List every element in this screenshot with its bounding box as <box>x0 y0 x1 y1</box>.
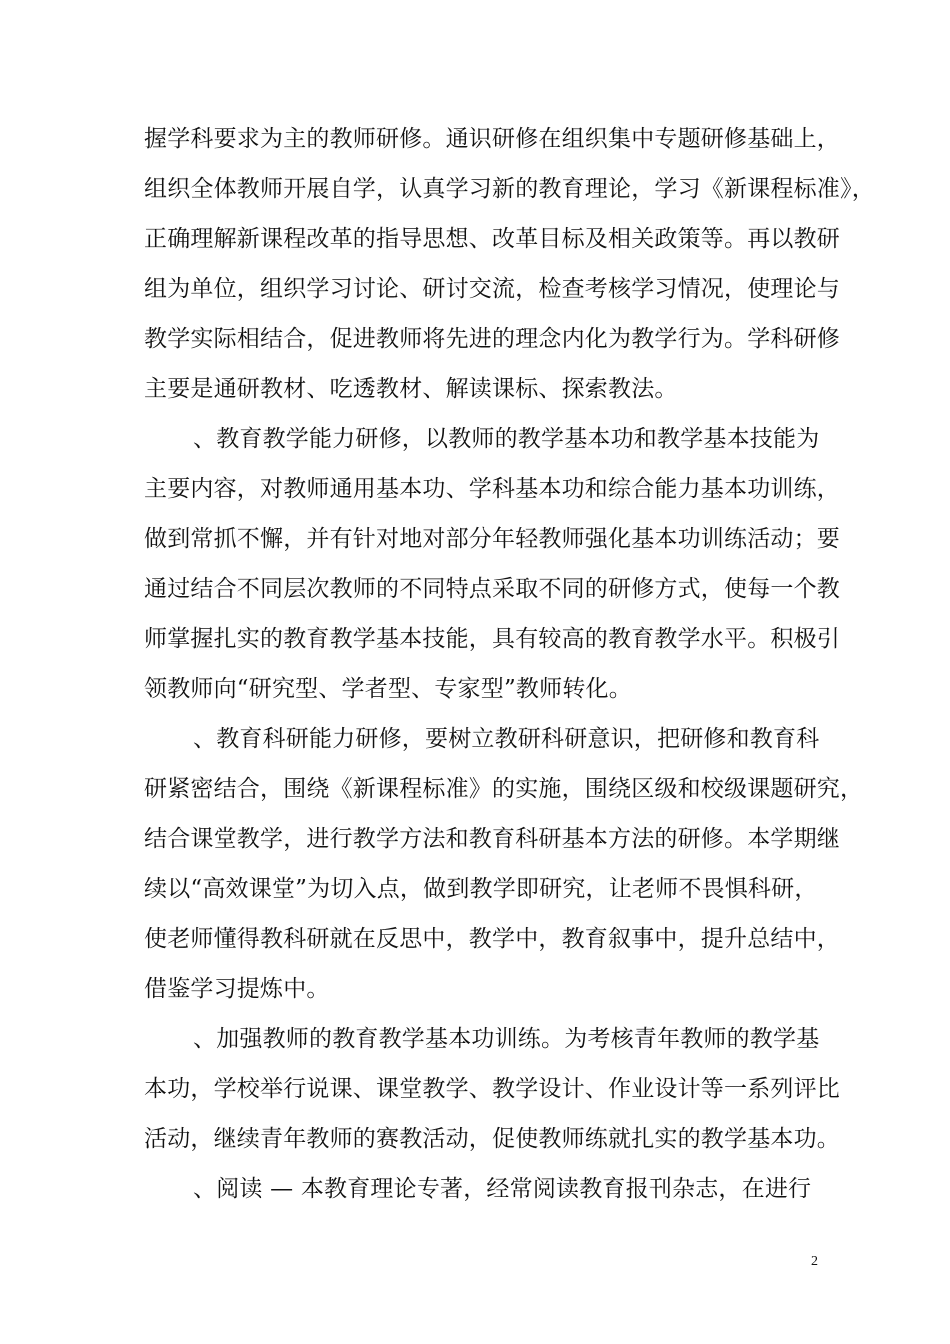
text-line: 握学科要求为主的教师研修。通识研修在组织集中专题研修基础上， <box>144 126 840 152</box>
text-line: 使老师懂得教科研就在反思中，教学中，教育叙事中，提升总结中， <box>144 926 840 952</box>
paragraph-first-line: 、教育科研能力研修，要树立教研科研意识，把研修和教育科 <box>193 726 820 752</box>
text-line: 续以“高效课堂”为切入点，做到教学即研究，让老师不畏惧科研， <box>144 876 818 902</box>
text-line: 研紧密结合，围绕《新课程标准》的实施，围绕区级和校级课题研究， <box>144 776 864 802</box>
page-number: 2 <box>811 1254 818 1269</box>
text-line: 通过结合不同层次教师的不同特点采取不同的研修方式，使每一个教 <box>144 576 840 602</box>
paragraph-first-line: 、加强教师的教育教学基本功训练。为考核青年教师的教学基 <box>193 1026 820 1052</box>
text-line: 借鉴学习提炼中。 <box>144 976 330 1002</box>
text-line: 领教师向“研究型、学者型、专家型”教师转化。 <box>144 676 632 702</box>
text-line: 师掌握扎实的教育教学基本技能，具有较高的教育教学水平。积极引 <box>144 626 840 652</box>
text-line: 结合课堂教学，进行教学方法和教育科研基本方法的研修。本学期继 <box>144 826 840 852</box>
paragraph-first-line: 、教育教学能力研修，以教师的教学基本功和教学基本技能为 <box>193 426 820 452</box>
text-line: 主要内容，对教师通用基本功、学科基本功和综合能力基本功训练， <box>144 476 840 502</box>
text-line: 正确理解新课程改革的指导思想、改革目标及相关政策等。再以教研 <box>144 226 840 252</box>
text-line: 主要是通研教材、吃透教材、解读课标、探索教法。 <box>144 376 678 402</box>
text-line: 做到常抓不懈，并有针对地对部分年轻教师强化基本功训练活动；要 <box>144 526 840 552</box>
text-line: 组织全体教师开展自学，认真学习新的教育理论，学习《新课程标准》， <box>144 176 875 202</box>
paragraph-first-line: 、阅读 — 本教育理论专著，经常阅读教育报刊杂志，在进行 <box>193 1176 812 1202</box>
text-line: 教学实际相结合，促进教师将先进的理念内化为教学行为。学科研修 <box>144 326 840 352</box>
text-line: 组为单位，组织学习讨论、研讨交流，检查考核学习情况，使理论与 <box>144 276 840 302</box>
text-line: 本功，学校举行说课、课堂教学、教学设计、作业设计等一系列评比 <box>144 1076 840 1102</box>
text-line: 活动，继续青年教师的赛教活动，促使教师练就扎实的教学基本功。 <box>144 1126 840 1152</box>
